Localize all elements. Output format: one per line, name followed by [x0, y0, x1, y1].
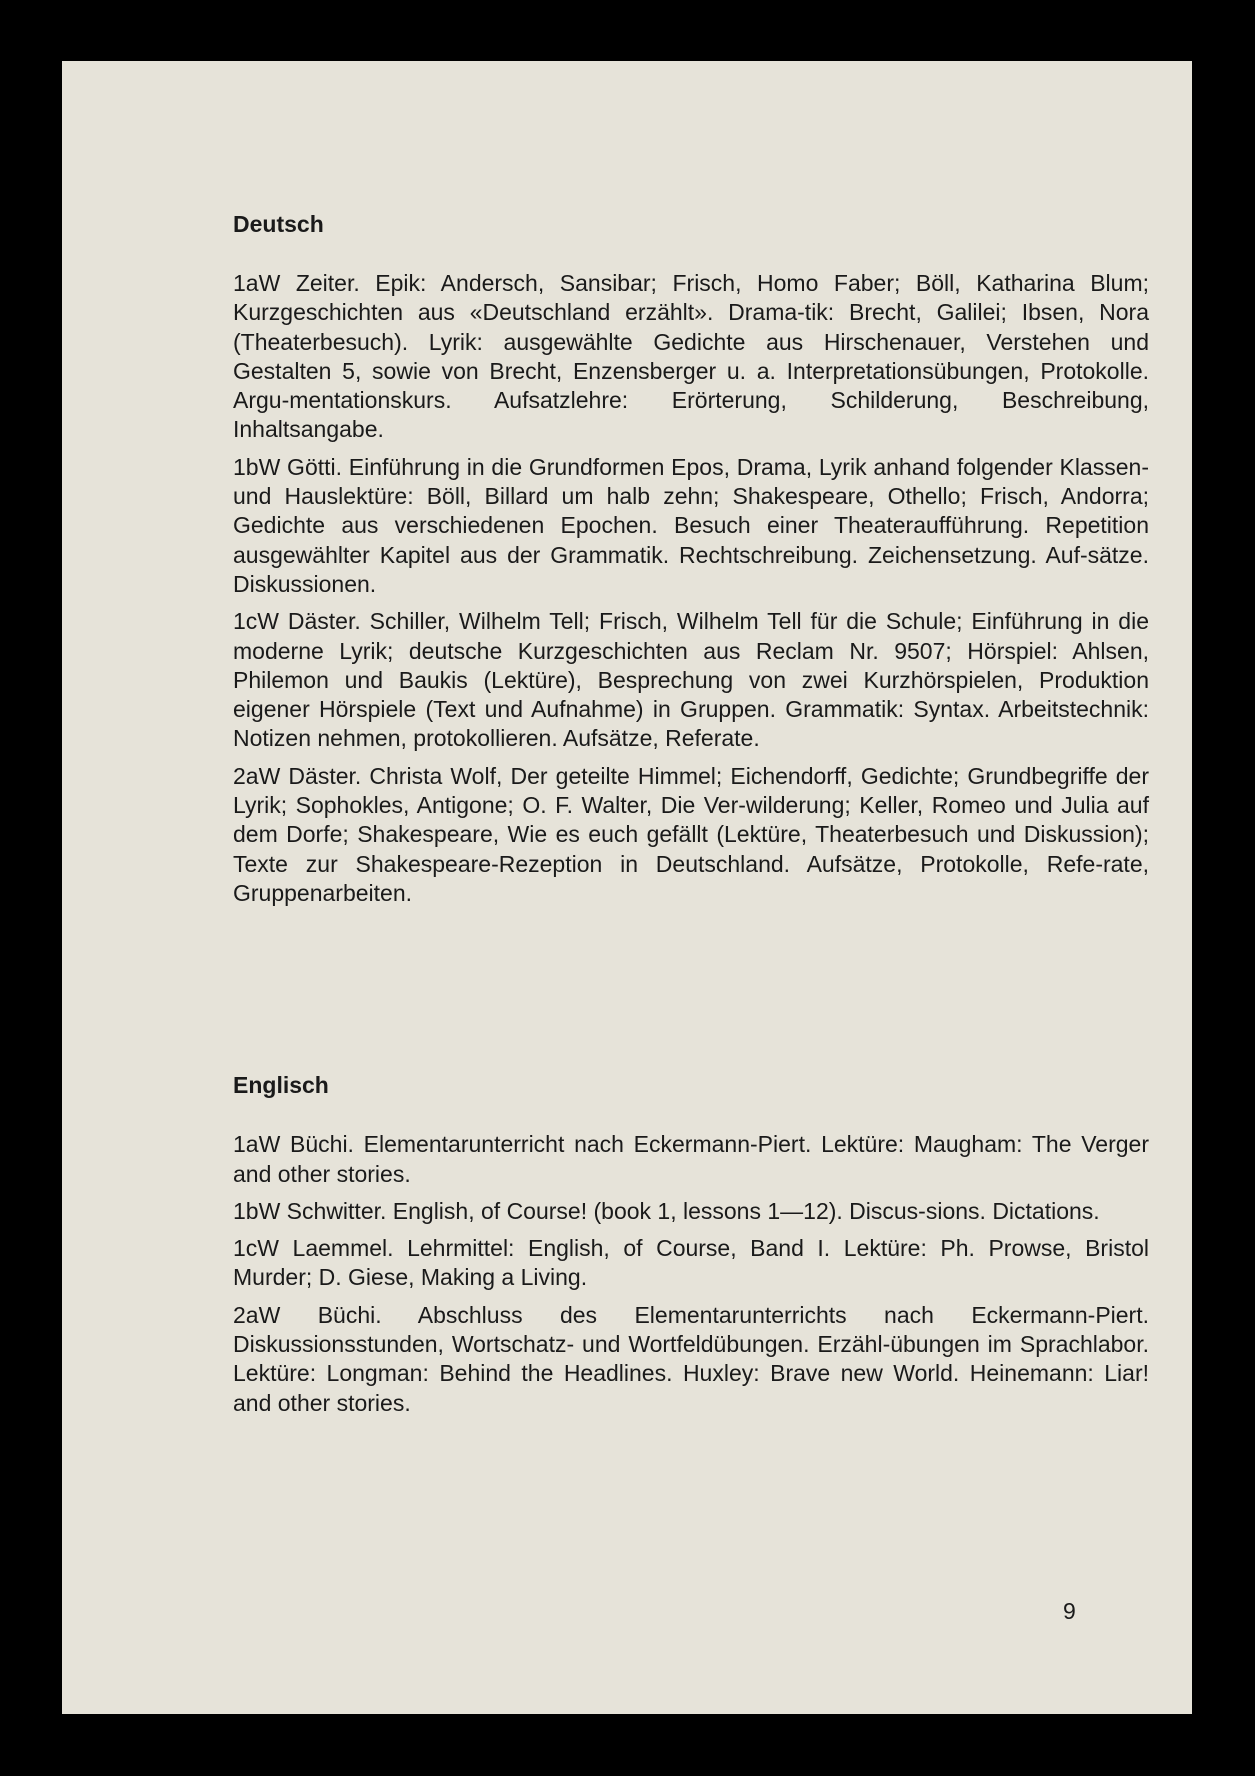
- section-heading: Englisch: [233, 1072, 329, 1099]
- page-content: [233, 209, 1149, 1426]
- section-deutsch: [233, 209, 1149, 908]
- page-number: 9: [1063, 1598, 1076, 1624]
- document-page: [62, 61, 1192, 1714]
- course-entry: 2aW Däster. Christa Wolf, Der geteilte Himmel; Eichendorff, Gedichte; Grundbegriffe der Lyrik; Sophokles, Antigone; O. F. Walter, Die Ver-wilderung; Keller, Romeo und Julia auf dem Dorfe; Shakespeare, Wie es euch gefällt (Lektüre, Theaterbesuch und Diskussion); Texte zur Shakespeare-Rezeption in Deutschland. Aufsätze, Protokolle, Refe-rate, Gruppenarbeiten.: [233, 762, 1149, 906]
- course-entry: 1aW Büchi. Elementarunterricht nach Eckermann-Piert. Lektüre: Maugham: The Verger and other stories.: [233, 1131, 1149, 1187]
- course-entry: 1cW Däster. Schiller, Wilhelm Tell; Frisch, Wilhelm Tell für die Schule; Einführung in die moderne Lyrik; deutsche Kurzgeschichten aus Reclam Nr. 9507; Hörspiel: Ahlsen, Philemon und Baukis (Lektüre), Besprechung von zwei Kurzhörspielen, Produktion eigener Hörspiele (Text und Aufnahme) in Gruppen. Grammatik: Syntax. Arbeitstechnik: Notizen nehmen, protokollieren. Aufsätze, Referate.: [233, 608, 1149, 752]
- course-entry: 1bW Götti. Einführung in die Grundformen Epos, Drama, Lyrik anhand folgender Klassen- und Hauslektüre: Böll, Billard um halb zehn; Shakespeare, Othello; Frisch, Andorra; Gedichte aus verschiedenen Epochen. Besuch einer Theateraufführung. Repetition ausgewählter Kapitel aus der Grammatik. Rechtschreibung. Zeichensetzung. Auf-sätze. Diskussionen.: [233, 453, 1149, 597]
- section-spacer: [233, 916, 1149, 1070]
- course-entry: 1aW Zeiter. Epik: Andersch, Sansibar; Frisch, Homo Faber; Böll, Katharina Blum; Kurzgeschichten aus «Deutschland erzählt». Drama-tik: Brecht, Galilei; Ibsen, Nora (Theaterbesuch). Lyrik: ausgewählte Gedichte aus Hirschenauer, Verstehen und Gestalten 5, sowie von Brecht, Enzensberger u. a. Interpretationsübungen, Protokolle. Argu-mentationskurs. Aufsatzlehre: Erörterung, Schilderung, Beschreibung, Inhaltsangabe.: [233, 270, 1149, 443]
- course-entry: 2aW Büchi. Abschluss des Elementarunterrichts nach Eckermann-Piert. Diskussionsstunden, Wortschatz- und Wortfeldübungen. Erzähl-übungen im Sprachlabor. Lektüre: Longman: Behind the Headlines. Huxley: Brave new World. Heinemann: Liar! and other stories.: [233, 1301, 1149, 1416]
- course-entry: 1bW Schwitter. English, of Course! (book 1, lessons 1—12). Discus-sions. Dictations.: [233, 1197, 1100, 1224]
- section-heading: Deutsch: [233, 211, 324, 237]
- section-englisch: [233, 1070, 1149, 1418]
- course-entry: 1cW Laemmel. Lehrmittel: English, of Course, Band I. Lektüre: Ph. Prowse, Bristol Murder; D. Giese, Making a Living.: [233, 1235, 1149, 1291]
